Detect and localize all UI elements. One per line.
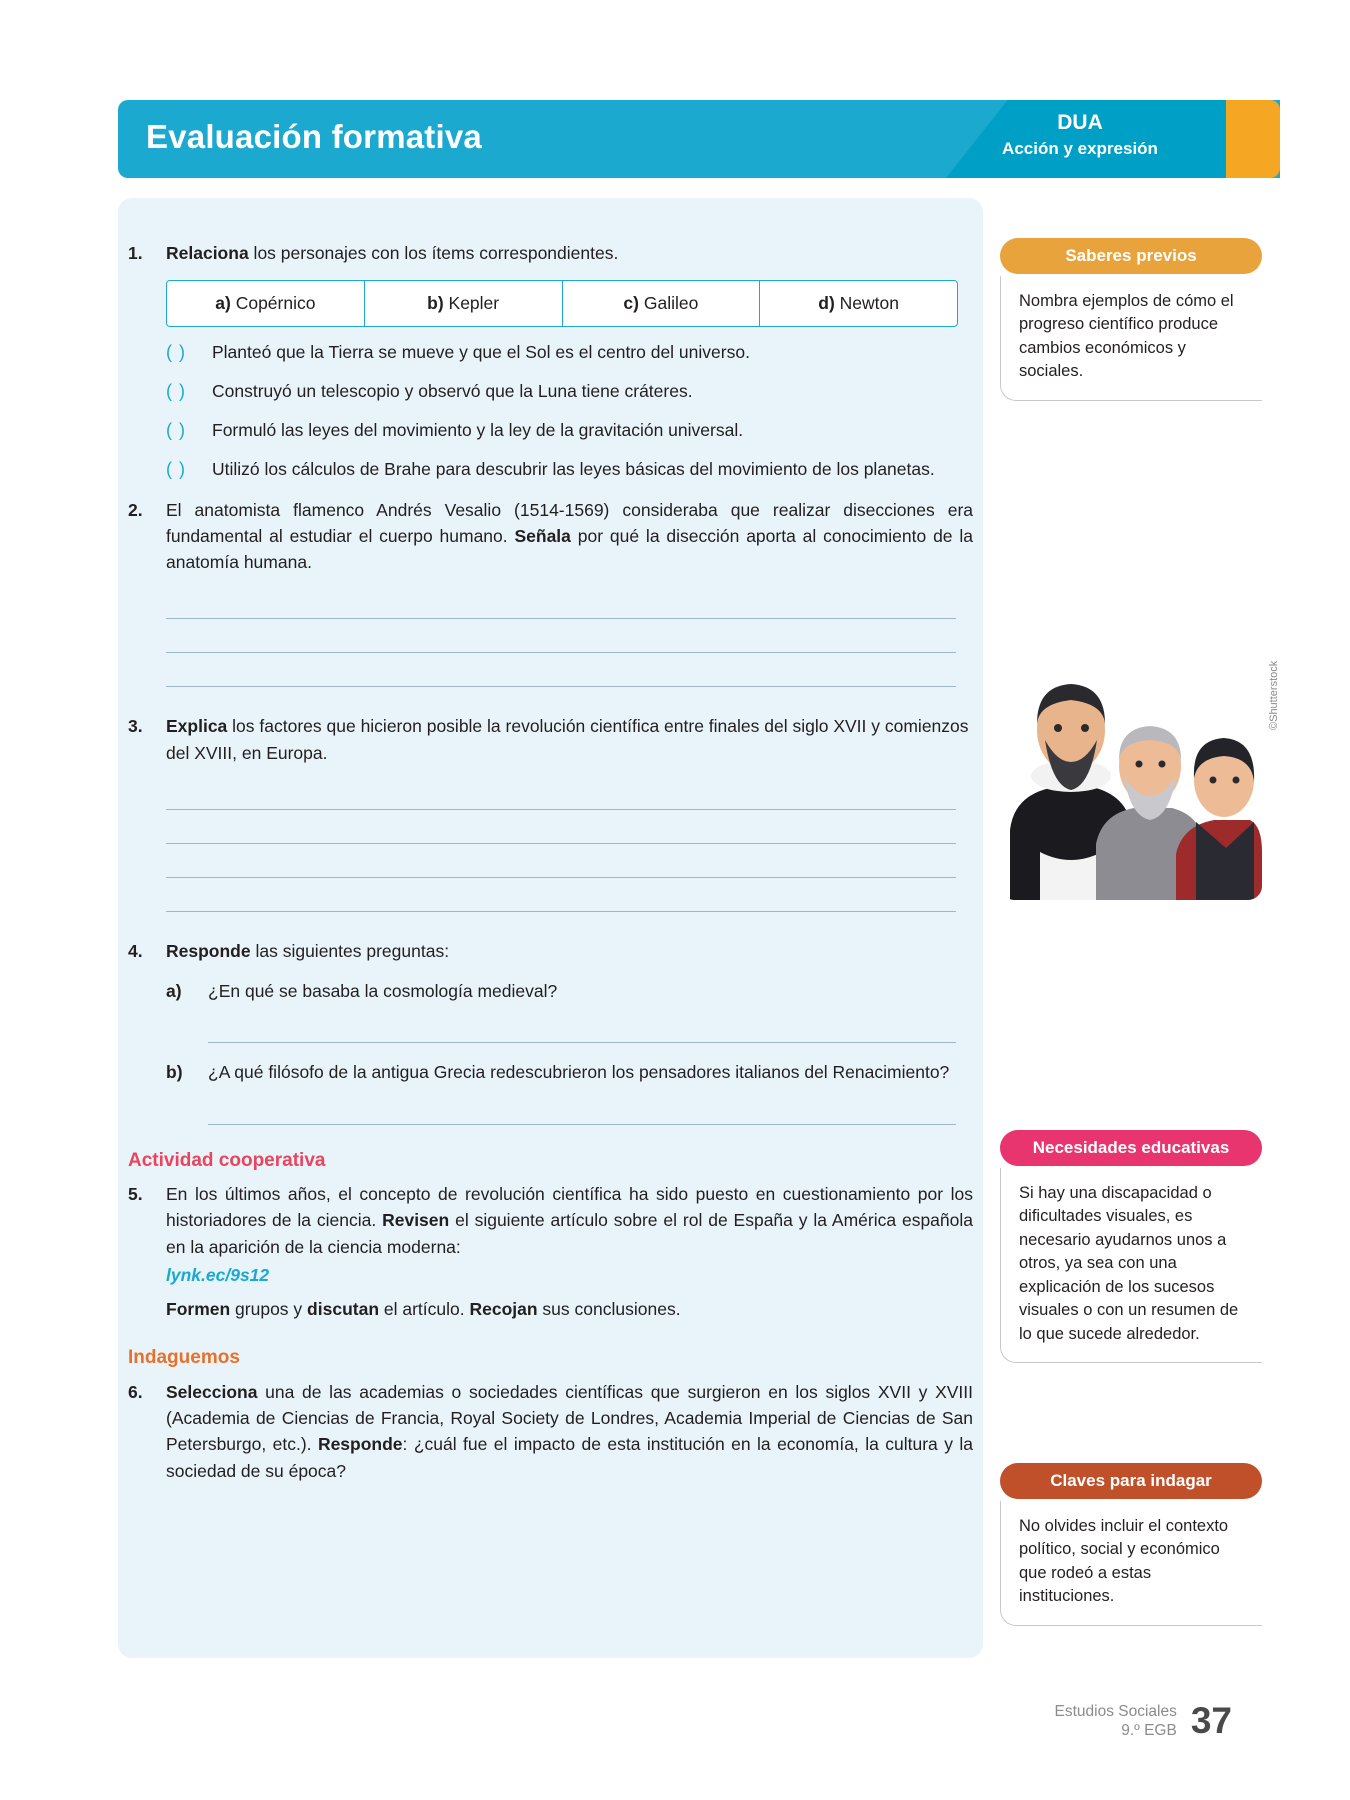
sidebar-box-necesidades-educativas [1000, 1130, 1262, 1363]
matching-answer-blank[interactable]: ( ) [166, 380, 186, 401]
matching-answer-blank[interactable]: ( ) [166, 341, 186, 362]
names-cell [365, 281, 563, 325]
question-6-verb1: Selecciona [166, 1381, 258, 1402]
question-5-followup [166, 1296, 966, 1322]
question-2-number: 2. [128, 499, 143, 520]
answer-line[interactable] [166, 619, 956, 653]
question-4b-text: ¿A qué filósofo de la antigua Grecia redescubrieron los pensadores italianos del Renacimiento? [208, 1062, 950, 1083]
question-6-part2: : ¿cuál fue el impacto de esta institución en la economía, la cultura y la sociedad de su época? [166, 1434, 973, 1481]
scientists-illustration-svg [1000, 600, 1262, 900]
question-4a-label: a) [166, 981, 182, 1001]
answer-line[interactable] [166, 878, 956, 912]
exercise-content [128, 240, 973, 1486]
sidebar-body-claves-para-indagar: No olvides incluir el contexto político, social y económico que rodeó a estas instituciones. [1000, 1501, 1262, 1626]
question-5-verb3: discutan [307, 1299, 380, 1319]
question-5-part1: En los últimos años, el concepto de revolución científica ha sido puesto en cuestionamiento por los historiadores de la ciencia. [166, 1184, 973, 1231]
question-6-text [166, 1379, 973, 1484]
question-1-number: 1. [128, 243, 143, 263]
illustration-scientists [1000, 600, 1262, 900]
dua-sublabel: Acción y expresión [1002, 139, 1158, 158]
names-cell [167, 281, 365, 325]
question-5 [128, 1181, 973, 1260]
matching-item [166, 417, 966, 444]
matching-item [166, 339, 966, 366]
sidebar-tab-saberes-previos: Saberes previos [1000, 238, 1262, 274]
answer-line[interactable] [166, 776, 956, 810]
question-1 [128, 240, 973, 266]
question-2-verb: Señala [514, 525, 571, 546]
question-3-number: 3. [128, 716, 143, 737]
question-4b-label: b) [166, 1062, 183, 1083]
matching-item-text: Construyó un telescopio y observó que la Luna tiene cráteres. [212, 380, 693, 401]
matching-item [166, 456, 966, 483]
page-header [118, 100, 1280, 178]
sidebar-tab-necesidades-educativas: Necesidades educativas [1000, 1130, 1262, 1166]
answer-line[interactable] [208, 1012, 956, 1043]
question-4-text [166, 938, 973, 964]
name-value: Kepler [448, 293, 500, 314]
question-5-verb4: Recojan [469, 1299, 538, 1319]
question-6-number: 6. [128, 1381, 143, 1402]
matching-item-text: Planteó que la Tierra se mueve y que el Sol es el centro del universo. [212, 341, 750, 362]
question-3 [128, 713, 973, 766]
question-4 [128, 938, 973, 964]
question-4a [166, 978, 966, 1004]
article-link[interactable]: lynk.ec/9s12 [166, 1264, 270, 1285]
answer-line[interactable] [166, 585, 956, 619]
sidebar-box-claves-para-indagar [1000, 1463, 1262, 1626]
question-5-part4: el artículo. [379, 1299, 470, 1319]
answer-line[interactable] [166, 653, 956, 687]
answer-line[interactable] [208, 1094, 956, 1125]
footer-subject: Estudios Sociales [1054, 1702, 1177, 1720]
question-4a-text: ¿En qué se basaba la cosmología medieval? [208, 981, 558, 1001]
name-letter: b) [427, 293, 444, 314]
page-number: 37 [1190, 1700, 1232, 1741]
page-footer [1055, 1700, 1233, 1742]
section-indaguemos: Indaguemos [128, 1347, 240, 1369]
names-cell [760, 281, 957, 325]
question-3-verb: Explica [166, 716, 228, 737]
question-3-rest: los factores que hicieron posible la revolución científica entre finales del siglo XVII y comienzos del XVIII, en Europa. [166, 716, 969, 763]
question-4b [166, 1059, 966, 1085]
sidebar-tab-claves-para-indagar: Claves para indagar [1000, 1463, 1262, 1499]
question-6-part1: una de las academias o sociedades científicas que surgieron en los siglos XVII y XVIII (Academia de Ciencias de Francia, Royal Society de Londres, Academia Imperial de Ciencias de San Petersburgo, etc.). [166, 1381, 973, 1455]
question-5-verb2: Formen [166, 1299, 231, 1319]
matching-item-text: Utilizó los cálculos de Brahe para descubrir las leyes básicas del movimiento de los planetas. [212, 458, 935, 479]
question-2-part1: El anatomista flamenco Andrés Vesalio (1514-1569) consideraba que realizar disecciones era fundamental al estudiar el cuerpo humano. [166, 499, 973, 546]
question-5-verb1: Revisen [382, 1210, 450, 1231]
question-1-verb: Relaciona [166, 243, 249, 263]
matching-answer-blank[interactable]: ( ) [166, 419, 186, 440]
matching-item-text: Formuló las leyes del movimiento y la ley de la gravitación universal. [212, 419, 744, 440]
name-value: Galileo [643, 293, 699, 314]
matching-item [166, 378, 966, 405]
answer-lines-q3[interactable] [166, 776, 956, 912]
question-6 [128, 1379, 973, 1484]
question-5-part5: sus conclusiones. [537, 1299, 681, 1319]
footer-book-info [1055, 1702, 1177, 1741]
name-value: Copérnico [235, 293, 316, 314]
name-letter: c) [623, 293, 639, 314]
dua-label: DUA [1057, 111, 1103, 134]
sidebar-box-saberes-previos [1000, 238, 1262, 401]
question-2-part2: por qué la disección aporta al conocimiento de la anatomía humana. [166, 525, 973, 572]
question-4-number: 4. [128, 940, 143, 961]
answer-line[interactable] [166, 810, 956, 844]
question-1-rest: los personajes con los ítems correspondientes. [248, 243, 619, 263]
name-letter: a) [215, 293, 231, 314]
name-value: Newton [839, 293, 899, 314]
question-3-text [166, 713, 973, 766]
question-5-part3: grupos y [230, 1299, 308, 1319]
question-5-number: 5. [128, 1184, 143, 1204]
question-1-text [166, 240, 973, 266]
question-2-text [166, 497, 973, 576]
matching-answer-blank[interactable]: ( ) [166, 458, 186, 479]
sidebar-body-saberes-previos: Nombra ejemplos de cómo el progreso científico produce cambios económicos y sociales. [1000, 276, 1262, 401]
question-4-verb: Responde [166, 940, 251, 961]
question-4-rest: las siguientes preguntas: [250, 940, 450, 961]
sidebar-body-necesidades-educativas: Si hay una discapacidad o dificultades visuales, es necesario ayudarnos unos a otros, ya sea con una explicación de los sucesos visuales o con un resumen de lo que sucede alrededor. [1000, 1168, 1262, 1363]
image-credit: ©Shutterstock [1268, 660, 1280, 730]
question-2 [128, 497, 973, 576]
question-5-part2: el siguiente artículo sobre el rol de España y la América española en la aparición de la ciencia moderna: [166, 1210, 973, 1257]
names-cell [563, 281, 761, 325]
answer-line[interactable] [166, 844, 956, 878]
section-actividad-cooperativa: Actividad cooperativa [128, 1149, 326, 1171]
question-5-text [166, 1181, 973, 1260]
answer-lines-q2[interactable] [166, 585, 956, 687]
matching-list [166, 339, 966, 483]
footer-grade: 9.º EGB [1121, 1722, 1177, 1739]
page-title: Evaluación formativa [146, 118, 482, 155]
names-table [166, 280, 958, 326]
name-letter: d) [818, 293, 835, 314]
question-6-verb2: Responde [317, 1434, 403, 1455]
